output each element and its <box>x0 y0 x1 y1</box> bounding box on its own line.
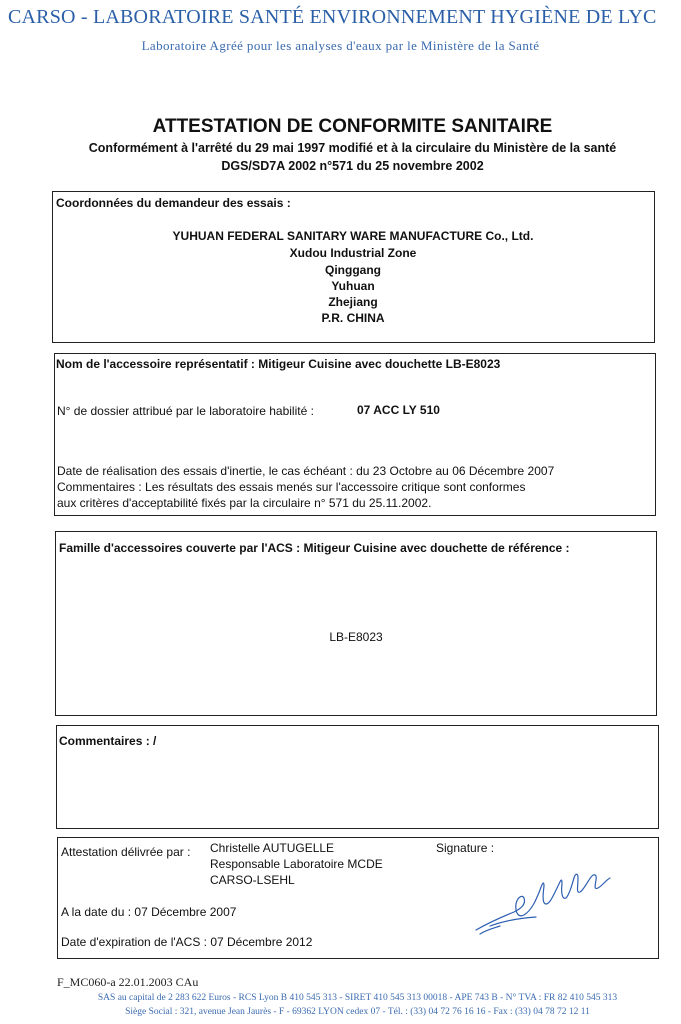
applicant-line: P.R. CHINA <box>321 311 385 325</box>
comments-heading: Commentaires : / <box>59 734 157 748</box>
applicant-box <box>52 191 655 343</box>
applicant-line: Qinggang <box>325 263 381 277</box>
applicant-line: YUHUAN FEDERAL SANITARY WARE MANUFACTURE Co., Ltd. <box>172 229 534 243</box>
accessory-heading: Nom de l'accessoire représentatif : Mitigeur Cuisine avec douchette LB-E8023 <box>56 357 501 371</box>
signatory-role: Responsable Laboratoire MCDE <box>210 857 383 871</box>
file-number-label: N° de dossier attribué par le laboratoire habilité : <box>57 404 314 418</box>
accessory-comment-line-1: Commentaires : Les résultats des essais menés sur l'accessoire critique sont conformes <box>57 480 526 494</box>
lab-subtitle: Laboratoire Agréé pour les analyses d'eaux par le Ministère de la Santé <box>141 38 540 53</box>
issue-date: A la date du : 07 Décembre 2007 <box>61 905 237 919</box>
test-date-line: Date de réalisation des essais d'inertie, le cas échéant : du 23 Octobre au 06 Décembre 2007 <box>57 464 555 478</box>
accessory-box <box>54 353 656 516</box>
family-reference: LB-E8023 <box>329 630 383 644</box>
delivered-by-label: Attestation délivrée par : <box>61 845 191 859</box>
form-reference: F_MC060-a 22.01.2003 CAu <box>57 975 199 989</box>
page-title: ATTESTATION DE CONFORMITE SANITAIRE <box>152 116 553 137</box>
applicant-heading: Coordonnées du demandeur des essais : <box>56 196 291 210</box>
issuance-box <box>57 837 659 959</box>
lab-name: CARSO - LABORATOIRE SANTÉ ENVIRONNEMENT HYGIÈNE DE LYC <box>8 6 657 28</box>
company-registration-line: SAS au capital de 2 283 622 Euros - RCS Lyon B 410 545 313 - SIRET 410 545 313 00018 - APE 743 B - N° TVA : FR 82 410 545 313 <box>97 993 618 1003</box>
applicant-line: Zhejiang <box>328 295 378 309</box>
comments-box <box>56 725 659 829</box>
file-number-value: 07 ACC LY 510 <box>357 403 440 417</box>
applicant-line: Xudou Industrial Zone <box>289 246 417 260</box>
signatory-organization: CARSO-LSEHL <box>210 873 295 887</box>
handwritten-signature <box>470 860 620 938</box>
signature-label: Signature : <box>436 841 495 855</box>
subtitle-line-2: DGS/SD7A 2002 n°571 du 25 novembre 2002 <box>221 159 484 173</box>
family-box <box>55 531 657 716</box>
expiry-date: Date d'expiration de l'ACS : 07 Décembre 2012 <box>61 935 313 949</box>
subtitle-line-1: Conformément à l'arrêté du 29 mai 1997 modifié et à la circulaire du Ministère de la santé <box>88 141 617 155</box>
head-office-line: Siège Social : 321, avenue Jean Jaurès - F - 69362 LYON cedex 07 - Tél. : (33) 04 72 76 16 16 - Fax : (33) 04 78 72 12 11 <box>125 1007 590 1017</box>
accessory-comment-line-2: aux critères d'acceptabilité fixés par la circulaire n° 571 du 25.11.2002. <box>57 496 432 510</box>
family-heading: Famille d'accessoires couverte par l'ACS : Mitigeur Cuisine avec douchette de référence : <box>59 541 570 555</box>
applicant-line: Yuhuan <box>331 279 375 293</box>
signatory-name: Christelle AUTUGELLE <box>210 841 335 855</box>
